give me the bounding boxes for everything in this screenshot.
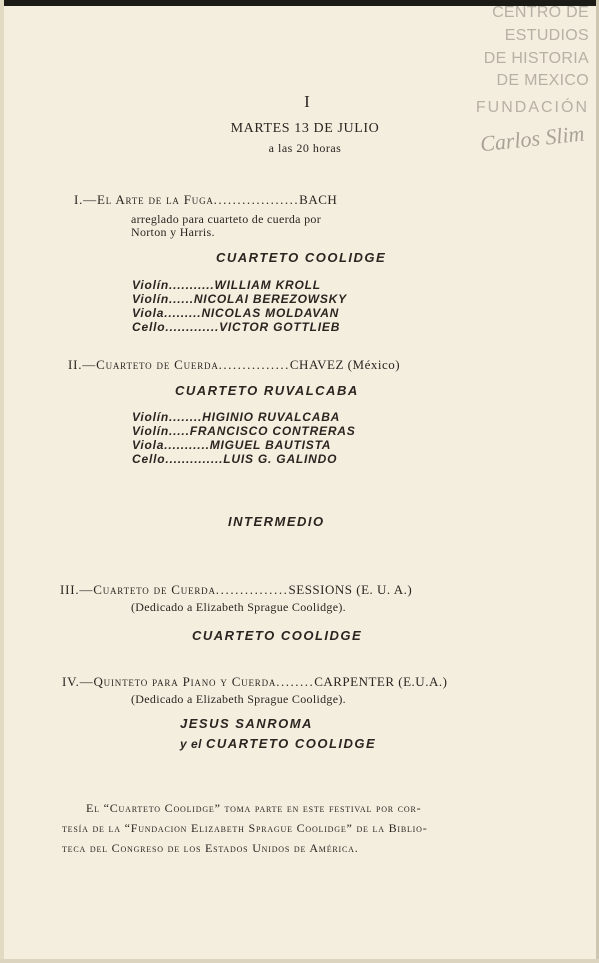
item-1-note-1: arreglado para cuarteto de cuerda por	[131, 212, 321, 226]
member-leader: .........	[164, 306, 202, 320]
item-1-leader: ..................	[213, 192, 300, 207]
member-name: LUIS G. GALINDO	[223, 452, 338, 466]
footnote-line-2: tesía de la “Fundacion Elizabeth Sprague Coolidge” de la Biblio-	[62, 821, 428, 835]
item-1-composer: BACH	[299, 192, 338, 207]
item-2-composer: CHAVEZ (México)	[289, 357, 401, 372]
item-4-dedication: (Dedicado a Elizabeth Sprague Coolidge).	[131, 692, 346, 706]
watermark-line-3: DE HISTORIA	[483, 50, 589, 67]
item-1-note-2: Norton y Harris.	[131, 225, 215, 239]
item-3-dedication: (Dedicado a Elizabeth Sprague Coolidge).	[131, 600, 346, 614]
program-date: MARTES 13 DE JULIO	[230, 121, 380, 136]
item-1-ensemble: CUARTETO COOLIDGE	[216, 250, 387, 265]
member-role: Violín	[132, 278, 170, 292]
member-leader: ........	[169, 410, 203, 424]
footnote-line-3: teca del Congreso de los Estados Unidos de América.	[62, 841, 359, 855]
watermark-line-2: ESTUDIOS	[504, 27, 589, 44]
watermark-line-1: CENTRO DE	[492, 4, 589, 21]
watermark-line-5: FUNDACIÓN	[475, 99, 589, 116]
member-role: Viola	[132, 438, 165, 452]
member-name: FRANCISCO CONTRERAS	[189, 424, 356, 438]
item-3-composer: SESSIONS (E. U. A.)	[288, 582, 413, 597]
program-time: a las 20 horas	[268, 141, 342, 155]
item-3-ensemble: CUARTETO COOLIDGE	[192, 628, 363, 643]
member-role: Viola	[132, 306, 165, 320]
program-item-3	[60, 582, 412, 598]
member-leader: .....	[169, 424, 190, 438]
item-3-title: III.—Cuarteto de Cuerda	[60, 582, 216, 597]
member-name: HIGINIO RUVALCABA	[202, 410, 341, 424]
member-name: MIGUEL BAUTISTA	[209, 438, 332, 452]
item-1-member-4	[132, 318, 340, 336]
member-leader: ......	[169, 292, 194, 306]
item-2-ensemble: CUARTETO RUVALCABA	[175, 383, 359, 398]
item-4-performer-1: JESUS SANROMA	[180, 716, 313, 731]
item-4-title: IV.—Quinteto para Piano y Cuerda	[62, 674, 277, 689]
member-role: Cello	[132, 320, 166, 334]
performer-2-name: CUARTETO COOLIDGE	[206, 736, 377, 751]
item-4-composer: CARPENTER (E.U.A.)	[314, 674, 448, 689]
item-2-title: II.—Cuarteto de Cuerda	[68, 357, 219, 372]
member-role: Violín	[132, 424, 170, 438]
watermark-signature: Carlos Slim	[479, 120, 586, 157]
member-role: Violín	[132, 410, 170, 424]
member-role: Cello	[132, 452, 166, 466]
item-4-leader: ........	[276, 674, 315, 689]
program-item-1	[74, 192, 337, 208]
member-leader: ...........	[164, 438, 210, 452]
member-leader: ...........	[169, 278, 215, 292]
member-name: WILLIAM KROLL	[214, 278, 321, 292]
member-name: NICOLAS MOLDAVAN	[201, 306, 340, 320]
member-role: Violín	[132, 292, 170, 306]
item-2-member-4	[132, 450, 337, 468]
member-leader: ..............	[165, 452, 224, 466]
member-leader: .............	[165, 320, 220, 334]
performer-2-prefix: y el	[180, 737, 203, 751]
member-name: NICOLAI BEREZOWSKY	[193, 292, 347, 306]
footnote-line-1: El “Cuarteto Coolidge” toma parte en este festival por cor-	[86, 801, 422, 815]
item-1-title: I.—El Arte de la Fuga	[74, 192, 214, 207]
scan-bottom-edge	[0, 959, 599, 963]
intermission: INTERMEDIO	[228, 514, 325, 529]
program-item-2	[68, 357, 400, 373]
item-4-performer-2	[180, 735, 376, 753]
program-item-4	[62, 674, 447, 690]
program-number: I	[304, 92, 310, 111]
item-2-leader: ...............	[218, 357, 290, 372]
watermark-line-4: DE MEXICO	[496, 72, 589, 89]
member-name: VICTOR GOTTLIEB	[219, 320, 341, 334]
item-3-leader: ...............	[215, 582, 289, 597]
